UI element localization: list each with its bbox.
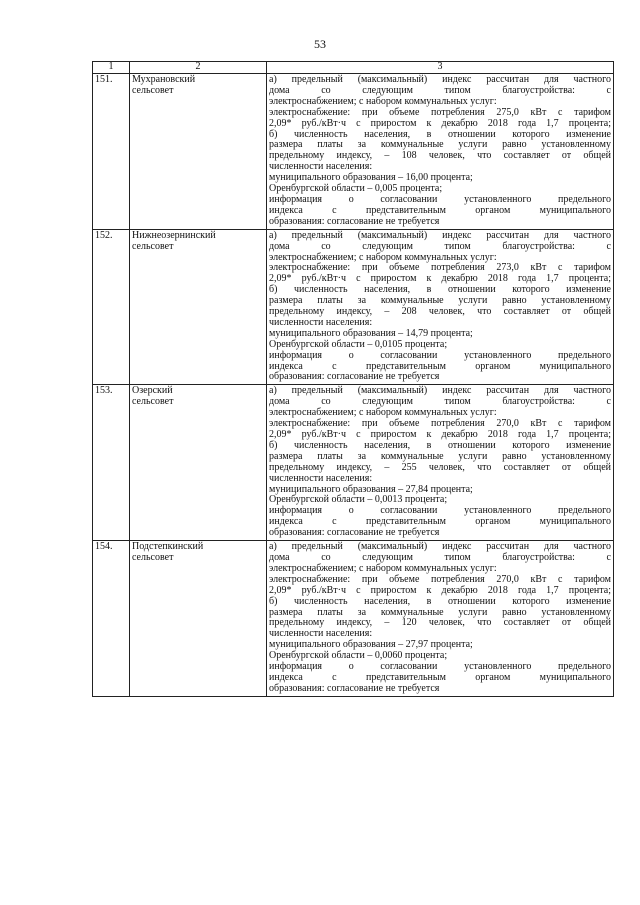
description-line: б) численность населения, в отношении которого изменение — [269, 595, 611, 607]
index-description — [267, 385, 614, 541]
description-line: дома со следующим типом благоустройства: с — [269, 84, 611, 96]
description-line: предельному индексу, – 108 человек, что составляет от общей — [269, 150, 611, 162]
municipality-name-line: Мухрановский — [132, 74, 196, 85]
description-line: индекса с представительным органом муниципального — [269, 671, 611, 683]
description-line: 2,09* руб./кВт·ч с приростом к декабрю 2018 года 1,7 процента; — [269, 429, 611, 440]
row-number: 153. — [93, 385, 130, 541]
column-header: 1 — [93, 62, 130, 74]
description-line: индекса с представительным органом муниципального — [269, 360, 611, 372]
description-line: б) численность населения, в отношении которого изменение — [269, 284, 611, 296]
row-number: 152. — [93, 229, 130, 385]
table-row — [93, 229, 614, 385]
municipality-name — [130, 229, 267, 385]
table-row — [93, 385, 614, 541]
municipality-name — [130, 74, 267, 230]
description-line: электроснабжение: при объеме потребления 270,0 кВт с тарифом — [269, 573, 611, 585]
description-line: численности населения: — [269, 161, 373, 173]
description-line: электроснабжением; с набором коммунальных услуг: — [269, 562, 497, 574]
description-line: электроснабжением; с набором коммунальных услуг: — [269, 95, 497, 107]
description-line: Оренбургской области – 0,0060 процента; — [269, 650, 448, 662]
description-line: Оренбургской области – 0,0013 процента; — [269, 494, 448, 506]
description-line: размера платы за коммунальные услуги равно установленному — [269, 295, 611, 307]
municipal-index-table — [92, 61, 614, 697]
description-line: электроснабжением; с набором коммунальных услуг: — [269, 251, 497, 263]
municipality-name-line: сельсовет — [132, 240, 174, 252]
description-line: электроснабжение: при объеме потребления 270,0 кВт с тарифом — [269, 418, 611, 430]
description-line: б) численность населения, в отношении которого изменение — [269, 439, 611, 451]
description-line: размера платы за коммунальные услуги равно установленному — [269, 606, 611, 618]
description-line: муниципального образования – 27,84 процента; — [269, 483, 473, 495]
page-number: 53 — [314, 37, 326, 51]
description-line: муниципального образования – 14,79 процента; — [269, 327, 473, 339]
description-line: образования: согласование не требуется — [269, 682, 440, 694]
description-line: б) численность населения, в отношении которого изменение — [269, 128, 611, 140]
description-line: дома со следующим типом благоустройства: с — [269, 240, 611, 252]
municipality-name-line: Нижнеозернинский — [132, 229, 216, 241]
municipality-name-line: сельсовет — [132, 396, 174, 408]
description-line: образования: согласование не требуется — [269, 527, 440, 539]
description-line: а) предельный (максимальный) индекс рассчитан для частного — [269, 385, 611, 397]
description-line: численности населения: — [269, 472, 373, 484]
description-line: 2,09* руб./кВт·ч с приростом к декабрю 2018 года 1,7 процента; — [269, 117, 611, 129]
description-line: Оренбургской области – 0,005 процента; — [269, 183, 443, 195]
description-line: образования: согласование не требуется — [269, 215, 440, 227]
description-line: индекса с представительным органом муниципального — [269, 204, 611, 216]
description-line: предельному индексу, – 255 человек, что составляет от общей — [269, 461, 611, 473]
row-number: 154. — [93, 541, 130, 697]
table-header-row — [93, 62, 614, 74]
description-line: электроснабжением; с набором коммунальных услуг: — [269, 407, 497, 419]
description-line: дома со следующим типом благоустройства: с — [269, 551, 611, 563]
description-line: 2,09* руб./кВт·ч с приростом к декабрю 2018 года 1,7 процента; — [269, 584, 611, 596]
description-line: информация о согласовании установленного предельного — [269, 349, 611, 361]
municipality-name-line: Подстепкинский — [132, 541, 204, 553]
description-line: электроснабжение: при объеме потребления 275,0 кВт с тарифом — [269, 106, 611, 118]
description-line: индекса с представительным органом муниципального — [269, 516, 611, 528]
description-line: информация о согласовании установленного предельного — [269, 505, 611, 517]
description-line: а) предельный (максимальный) индекс рассчитан для частного — [269, 229, 611, 241]
description-line: информация о согласовании установленного предельного — [269, 661, 611, 673]
row-number: 151. — [93, 74, 130, 230]
description-line: размера платы за коммунальные услуги равно установленному — [269, 139, 611, 151]
municipality-name-line: сельсовет — [132, 84, 174, 96]
description-line: размера платы за коммунальные услуги равно установленному — [269, 450, 611, 462]
table-row — [93, 74, 614, 230]
description-line: предельному индексу, – 120 человек, что составляет от общей — [269, 617, 611, 629]
description-line: 2,09* руб./кВт·ч с приростом к декабрю 2018 года 1,7 процента; — [269, 273, 611, 285]
description-line: а) предельный (максимальный) индекс рассчитан для частного — [269, 541, 611, 553]
description-line: Оренбургской области – 0,0105 процента; — [269, 338, 448, 350]
description-line: дома со следующим типом благоустройства: с — [269, 396, 611, 408]
description-line: муниципального образования – 27,97 процента; — [269, 639, 473, 651]
description-line: численности населения: — [269, 628, 373, 640]
description-line: образования: согласование не требуется — [269, 371, 440, 383]
municipality-name-line: сельсовет — [132, 551, 174, 563]
description-line: численности населения: — [269, 316, 373, 328]
description-line: муниципального образования – 16,00 процента; — [269, 172, 473, 184]
column-header: 2 — [130, 62, 267, 74]
table-row — [93, 541, 614, 697]
description-line: информация о согласовании установленного предельного — [269, 193, 611, 205]
index-description — [267, 229, 614, 385]
index-description — [267, 541, 614, 697]
index-description — [267, 74, 614, 230]
description-line: предельному индексу, – 208 человек, что составляет от общей — [269, 306, 611, 318]
column-header: 3 — [267, 62, 614, 74]
municipality-name — [130, 541, 267, 697]
municipality-name-line: Озерский — [132, 385, 173, 397]
description-line: электроснабжение: при объеме потребления 273,0 кВт с тарифом — [269, 262, 611, 274]
description-line: а) предельный (максимальный) индекс рассчитан для частного — [269, 74, 611, 85]
municipality-name — [130, 385, 267, 541]
